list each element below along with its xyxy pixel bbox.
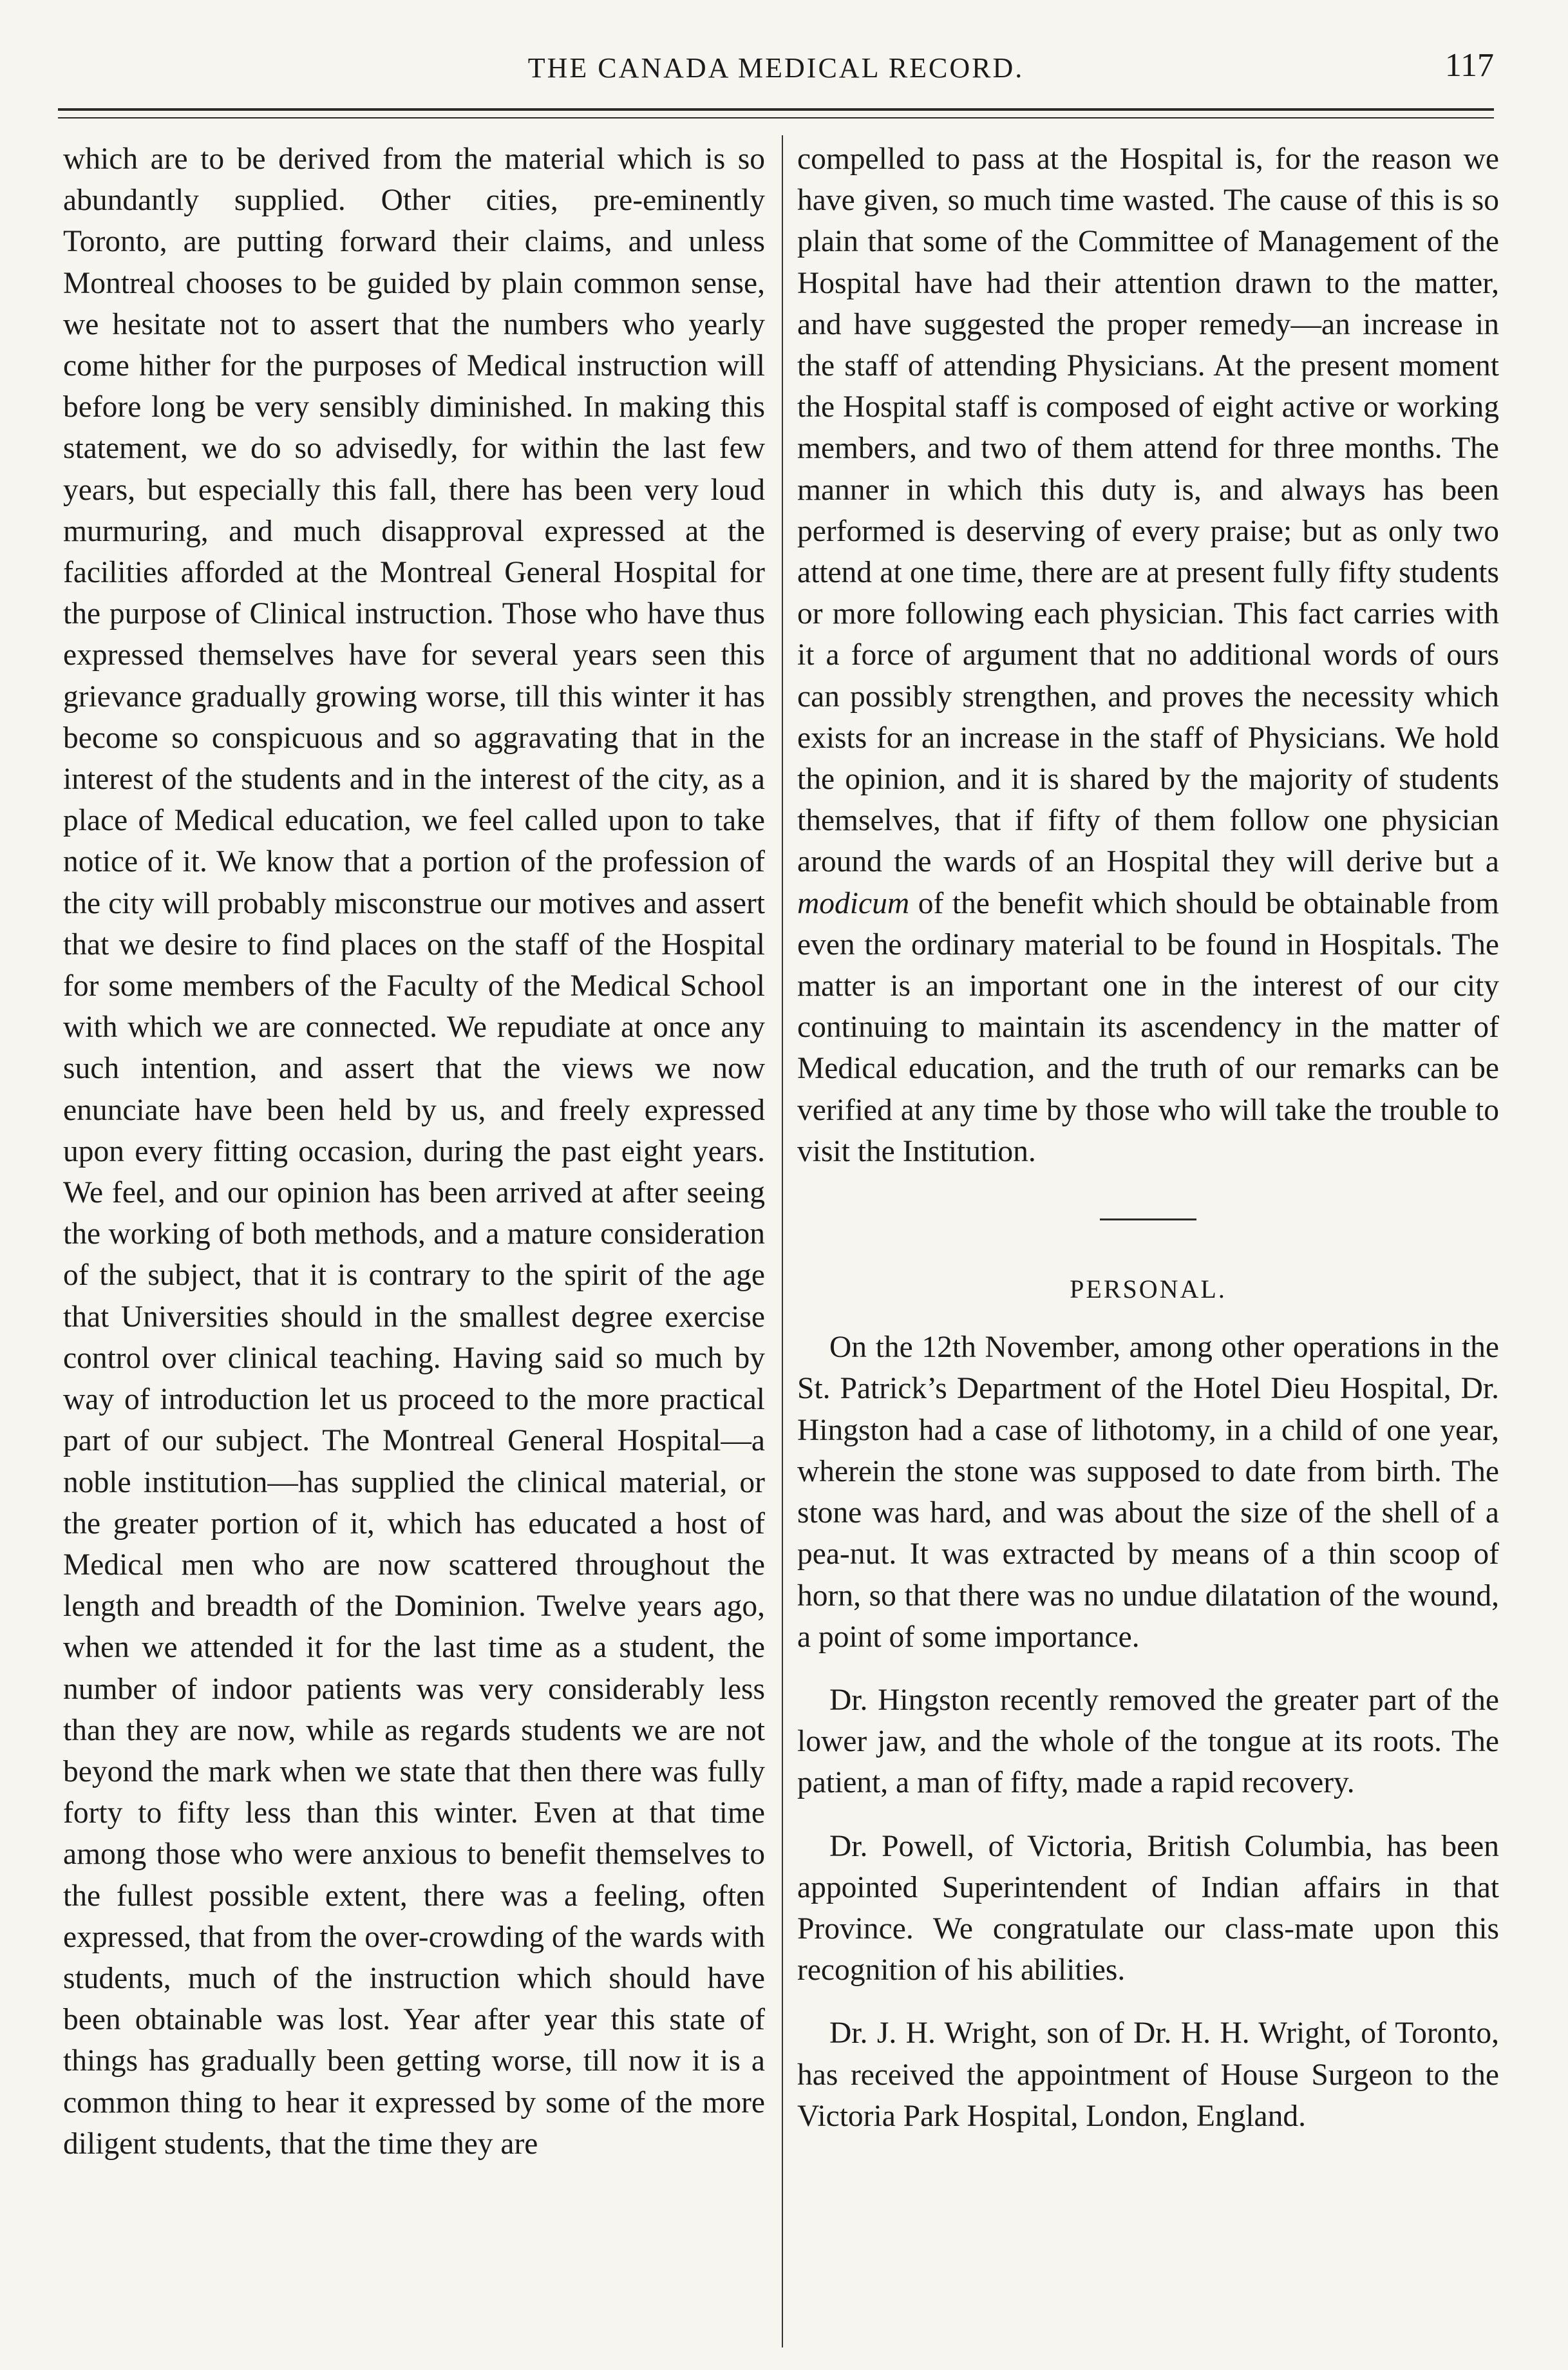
right-column bbox=[797, 138, 1499, 2137]
right-column-text bbox=[797, 138, 1499, 1172]
personal-paragraph-2: Dr. Hingston recently removed the greater part of the lower jaw, and the whole of the tongue at its roots. The patient, a man of fifty, made a rapid recovery. bbox=[797, 1683, 1499, 1800]
left-column bbox=[63, 138, 765, 2165]
running-title: THE CANADA MEDICAL RECORD. bbox=[527, 52, 1025, 84]
header-rule-thin bbox=[58, 117, 1494, 118]
personal-paragraph-3: Dr. Powell, of Victoria, British Columbia, has been appointed Superintendent of Indian affairs in that Province. We congratulate our class-mate upon this recognition of his abilities. bbox=[797, 1829, 1499, 1987]
header-rule-thick bbox=[58, 108, 1494, 111]
emphasis-modicum: modicum bbox=[797, 886, 910, 920]
personal-paragraph-4: Dr. J. H. Wright, son of Dr. H. H. Wright, of Toronto, has received the appointment of House Surgeon to the Victoria Park Hospital, London, England. bbox=[797, 2016, 1499, 2133]
separator-rule bbox=[1100, 1218, 1196, 1220]
right-text-before-em: compelled to pass at the Hospital is, for the reason we have given, so much time wasted. The cause of this is so plain that some of the Committee of Management of the Hospital have had their attention drawn to the matter, and have suggested the proper remedy—an increase in the staff of attending Physicians. At the present moment the Hospital staff is composed of eight active or working members, and two of them attend for three months. The manner in which this duty is, and always has been performed is deserving of every praise; but as only two attend at one time, there are at present fully fifty students or more following each physician. This fact carries with it a force of argument that no additional words of ours can possibly strengthen, and proves the necessity which exists for an increase in the staff of Physicians. We hold the opinion, and it is shared by the majority of students themselves, that if fifty of them follow one physician around the wards of an Hospital they will derive but a bbox=[797, 142, 1499, 879]
section-separator bbox=[797, 1172, 1499, 1262]
column-divider bbox=[782, 135, 783, 2347]
page-number: 117 bbox=[1444, 47, 1494, 84]
section-heading-personal: PERSONAL. bbox=[1070, 1275, 1227, 1304]
left-column-text: which are to be derived from the material which is so abundantly supplied. Other cities, pre-eminently Toronto, are putting forward their claims, and unless Montreal chooses to be guided by plain common sense, we hesitate not to assert that the numbers who yearly come hither for the purposes of Medical instruction will before long be very sensibly diminished. In making this statement, we do so advisedly, for within the last few years, but especially this fall, there has been very loud murmuring, and much disapproval expressed at the facilities afforded at the Montreal General Hospital for the purpose of Clinical instruction. Those who have thus expressed themselves have for several years seen this grievance gradually growing worse, till this winter it has become so conspicuous and so aggravating that in the interest of the students and in the interest of the city, as a place of Medical education, we feel called upon to take notice of it. We know that a portion of the profession of the city will probably misconstrue our motives and assert that we desire to find places on the staff of the Hospital for some members of the Faculty of the Medical School with which we are connected. We repudiate at once any such intention, and assert that the views we now enunciate have been held by us, and freely expressed upon every fitting occasion, during the past eight years. We feel, and our opinion has been arrived at after seeing the working of both methods, and a mature consideration of the subject, that it is contrary to the spirit of the age that Universities should in the smallest degree exercise control over clinical teaching. Having said so much by way of introduction let us proceed to the more practical part of our subject. The Montreal General Hospital—a noble institution—has supplied the clinical material, or the greater portion of it, which has educated a host of Medical men who are now scattered throughout the length and breadth of the Dominion. Twelve years ago, when we attended it for the last time as a student, the number of indoor patients was very considerably less than they are now, while as regards students we are not beyond the mark when we state that then there was fully forty to fifty less than this winter. Even at that time among those who were anxious to benefit themselves to the fullest possible extent, there was a feeling, often expressed, that from the over-crowding of the wards with students, much of the instruction which should have been obtainable was lost. Year after year this state of things has gradually been getting worse, till now it is a common thing to hear it expressed by some of the more diligent students, that the time they are bbox=[63, 142, 765, 2161]
personal-paragraph-1: On the 12th November, among other operations in the St. Patrick’s Department of the Hotel Dieu Hospital, Dr. Hingston had a case of lithotomy, in a child of one year, wherein the stone was supposed to date from birth. The stone was hard, and was about the size of the shell of a pea-nut. It was extracted by means of a thin scoop of horn, so that there was no undue dilatation of the wound, a point of some importance. bbox=[797, 1331, 1499, 1654]
right-text-after-em: of the benefit which should be obtainable from even the ordinary material to be found in Hospitals. The matter is an important one in the interest of our city continuing to maintain its ascendency in the matter of Medical education, and the truth of our remarks can be verified at any time by those who will take the trouble to visit the Institution. bbox=[797, 886, 1499, 1168]
running-head bbox=[58, 46, 1494, 91]
